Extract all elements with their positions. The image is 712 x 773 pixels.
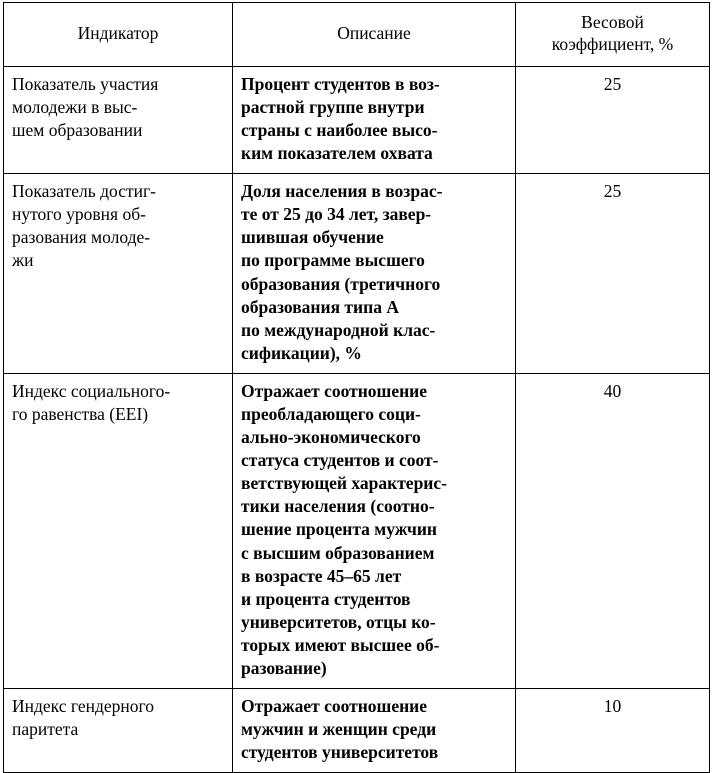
cell-indicator: [4, 66, 233, 173]
table-row: [4, 174, 710, 374]
description-line: по программе высшего: [241, 250, 425, 271]
description-line: Отражает соотношение: [241, 380, 428, 401]
indicator-line: паритета: [12, 719, 79, 740]
column-header-description: Описание: [233, 3, 516, 67]
description-line: образования (третичного: [241, 273, 441, 294]
indicator-line: шем образовании: [12, 119, 143, 140]
column-header-weight-line2: коэффициент, %: [551, 34, 674, 55]
indicator-line: нутого уровня об-: [12, 204, 146, 225]
table-header: [4, 3, 710, 67]
cell-weight: 10: [516, 689, 710, 773]
description-line: сификации), %: [241, 342, 362, 363]
description-line: по международной клас-: [241, 319, 436, 340]
indicator-line: го равенства (EEI): [12, 404, 149, 424]
description-line: Процент студентов в воз-: [241, 73, 440, 94]
description-line: статуса студентов и соот-: [241, 450, 439, 471]
description-line: те от 25 до 34 лет, завер-: [241, 204, 432, 225]
description-line: с высшим образованием: [241, 542, 435, 563]
description-line: студентов университетов: [241, 742, 439, 763]
cell-description: [233, 373, 516, 688]
description-line: тики населения (соотно-: [241, 496, 435, 517]
description-line: ально-экономического: [241, 427, 421, 448]
indicator-line: Показатель участия: [12, 73, 159, 94]
description-line: растной группе внутри: [241, 96, 425, 117]
indicator-line: Индекс социального-: [12, 380, 171, 401]
table-body: [4, 66, 710, 773]
cell-indicator: [4, 174, 233, 374]
cell-indicator: [4, 689, 233, 773]
description-line: разование): [241, 658, 327, 679]
column-header-weight-line1: Весовой: [581, 12, 644, 32]
cell-description: [233, 689, 516, 773]
cell-description: [233, 174, 516, 374]
cell-weight: 25: [516, 174, 710, 374]
description-line: в возрасте 45–65 лет: [241, 565, 402, 586]
indicator-line: разования молоде-: [12, 227, 151, 248]
description-line: и процента студентов: [241, 588, 411, 609]
cell-description: [233, 66, 516, 173]
description-line: шившая обучение: [241, 227, 384, 248]
description-line: страны с наиболее высо-: [241, 119, 438, 140]
description-line: ветствующей характерис-: [241, 473, 447, 494]
description-line: мужчин и женщин среди: [241, 719, 437, 740]
description-line: преобладающего соци-: [241, 404, 421, 424]
table-row: [4, 66, 710, 173]
description-line: университетов, отцы ко-: [241, 611, 436, 632]
table-header-row: [4, 3, 710, 67]
table-row: [4, 373, 710, 688]
column-header-indicator: Индикатор: [4, 3, 233, 67]
indicator-line: Показатель достиг-: [12, 181, 156, 202]
description-line: торых имеют высшее об-: [241, 634, 440, 655]
cell-weight: 25: [516, 66, 710, 173]
table-row: [4, 689, 710, 773]
cell-indicator: [4, 373, 233, 688]
cell-weight: 40: [516, 373, 710, 688]
description-line: образования типа A: [241, 296, 399, 317]
indicator-line: жи: [12, 250, 34, 271]
document-page: [0, 2, 712, 764]
indicator-line: Индекс гендерного: [12, 696, 154, 717]
indicators-table: [3, 2, 710, 773]
indicator-line: молодежи в выс-: [12, 96, 138, 117]
description-line: шение процента мужчин: [241, 519, 438, 540]
description-line: Отражает соотношение: [241, 696, 428, 717]
description-line: Доля населения в возрас-: [241, 181, 443, 202]
description-line: ким показателем охвата: [241, 143, 433, 164]
column-header-weight: [516, 3, 710, 67]
